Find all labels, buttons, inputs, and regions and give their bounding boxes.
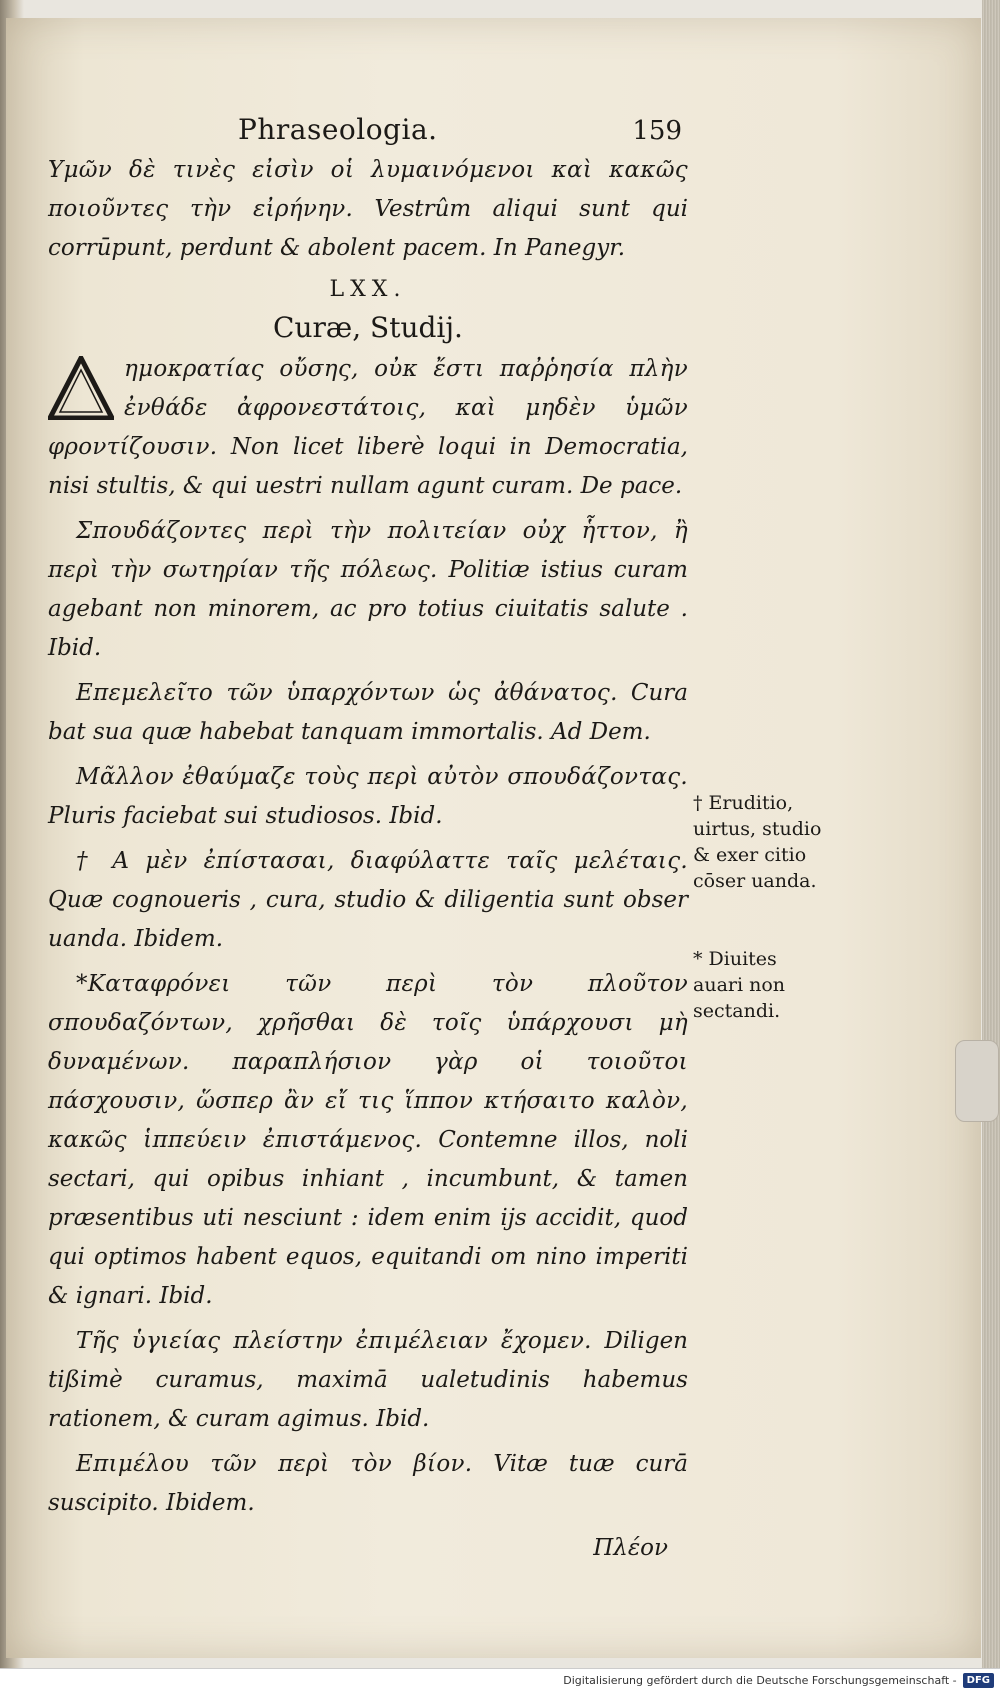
page-number: 159 [632,116,682,146]
running-title: Phraseologia. [238,113,438,146]
dfg-logo-icon: DFG [963,1673,994,1688]
drop-cap-delta-icon [48,356,114,420]
marginal-note-eruditio: † Eruditio, uirtus, studio & exer citio cōser uanda. [693,792,822,892]
greek-text: *Καταφρόνει τῶν περὶ τὸν πλοῦτον σπουδαζόντων, χρῆσθαι δὲ τοῖς ὑπάρχουσι μὴ δυναμένων. παραπλήσιον γὰρ οἱ τοιοῦτοι πάσχουσιν, ὥσπερ ἂν εἴ τις ἵππον κτήσαιτο καλὸν, κακῶς ἱππεύειν ἐπιστάμενος. [48,971,688,1153]
paragraph-3 [48,674,688,752]
latin-text: Quæ cognoueris , cura, studio & diligentia sunt obser uanda. Ibidem. [48,887,688,952]
paragraph-7 [48,1322,688,1439]
greek-text: Υμῶν δὲ τινὲς εἰσὶν οἱ λυμαινόμενοι καὶ κακῶς ποιοῦντες τὴν εἰρήνην. [48,157,688,222]
greek-text: Σπουδάζοντες περὶ τὴν πολιτείαν οὐχ ἧττον, ἢ περὶ τὴν σωτηρίαν τῆς πόλεως. [48,518,688,583]
greek-text: Τῆς ὑγιείας πλείστην ἐπιμέλειαν ἔχομεν. [76,1328,592,1354]
latin-text: Pluris faciebat sui studiosos. Ibid. [48,803,443,829]
paragraph-4 [48,758,688,836]
marginal-note-diuites: * Diuites auari non sectandi. [693,948,786,1022]
page-edges [982,0,1000,1691]
paragraph-intro [48,151,688,268]
latin-text: Non licet liberè loqui in Democratia, nisi stultis, & qui uestri nullam agunt curam. De pace. [48,434,688,499]
catchword: Πλέον [593,1535,668,1561]
greek-text: † Α μὲν ἐπίστασαι, διαφύλαττε ταῖς μελέταις. [76,848,688,874]
paragraph-8 [48,1445,688,1523]
latin-text: Vestrûm aliqui sunt qui corrūpunt, perdunt & abolent pacem. In Panegyr. [48,196,689,261]
chapter-title: Curæ, Studij. [273,311,463,344]
greek-text: Επιμέλου τῶν περὶ τὸν βίον. [76,1451,473,1477]
chapter-number: LXX. [329,277,407,302]
digitization-footer [0,1668,1000,1691]
greek-text: Επεμελεῖτο τῶν ὑπαρχόντων ὡς ἀθάνατος. [76,680,618,706]
paragraph-2 [48,512,688,668]
paragraph-6 [48,965,688,1316]
running-head [48,110,688,151]
paragraph-1 [48,350,688,506]
funding-credit: Digitalisierung gefördert durch die Deutsche Forschungsgemeinschaft - [563,1673,957,1687]
latin-text: Cura bat sua quæ habebat tanquam immortalis. Ad Dem. [48,680,688,745]
latin-text: Politiæ istius curam agebant non minorem, ac pro totius ciuitatis salute . Ibid. [48,557,688,661]
greek-text: ημοκρατίας οὔσης, οὐκ ἔστι παῤῥησία πλὴν ἐνθάδε ἀφρονεστάτοις, καὶ μηδὲν ὑμῶν φροντίζουσιν. [48,356,688,460]
latin-text: Contemne illos, noli sectari, qui opibus inhiant , incumbunt, & tamen præsentibus uti nesciunt : idem enim ijs accidit, quod qui optimos habent equos, equitandi om nino imperiti & ignari. Ibid. [48,1127,688,1309]
paragraph-5 [48,842,688,959]
latin-text: Diligen tißimè curamus, maximā ualetudinis habemus rationem, & curam agimus. Ibid. [48,1328,688,1432]
latin-text: Vitæ tuæ curā suscipito. Ibidem. [48,1451,689,1516]
main-text-column [48,110,688,1568]
bookmark-tab [955,1040,999,1122]
greek-text: Μᾶλλον ἐθαύμαζε τοὺς περὶ αὐτὸν σπουδάζοντας. [76,764,688,790]
